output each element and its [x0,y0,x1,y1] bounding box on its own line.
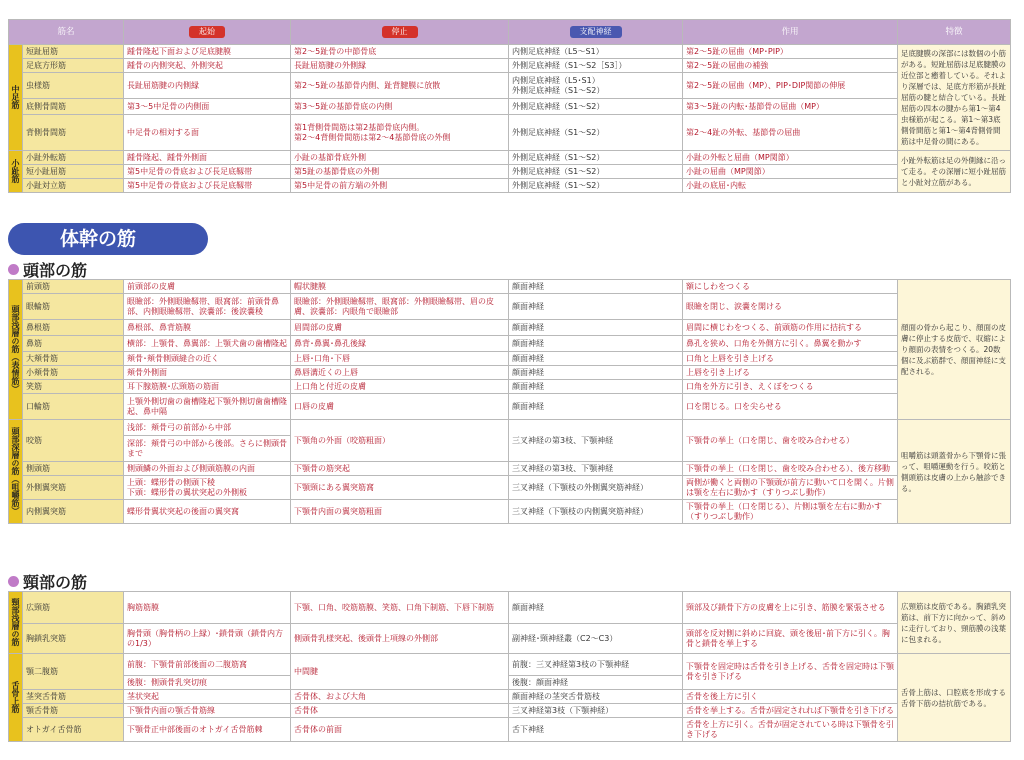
muscle-name: 小趾対立筋 [23,179,124,193]
nerve-cell: 顔面神経 [509,352,683,366]
nerve-cell: 顔面神経の茎突舌骨筋枝 [509,690,683,704]
origin-cell: 上顎外側切歯の歯槽隆起下顎外側切歯歯槽隆起、鼻中隔 [124,394,291,420]
feature-cell: 広頸筋は皮筋である。胸鎖乳突筋は、前下方に向かって、斜めに走行しており、頸筋膜の浅葉に包まれる。 [898,592,1011,654]
nerve-cell: 前腹：三叉神経第3枝の下顎神経 [509,654,683,676]
action-cell: 頭部を反対側に斜めに回旋、頭を後屈･前下方に引く。胸骨と鎖骨を挙上する [683,624,898,654]
section-title: 体幹の筋 [8,223,208,255]
table-row [9,320,1011,336]
muscle-name: 笑筋 [23,380,124,394]
action-cell: 頸部及び鎖骨下方の皮膚を上に引き、筋膜を緊張させる [683,592,898,624]
nerve-cell: 顔面神経 [509,320,683,336]
nerve-cell: 後腹：顔面神経 [509,676,683,690]
bullet-dot-icon [8,264,19,275]
insertion-cell: 第5中足骨の前方端の外側 [291,179,509,193]
head-title: 頭部の筋 [23,261,88,280]
muscle-name: 外側翼突筋 [23,476,124,500]
insertion-cell: 下顎、口角、咬筋筋膜、笑筋、口角下制筋、下唇下制筋 [291,592,509,624]
muscle-name: 咬筋 [23,420,124,462]
insertion-cell: 鼻唇溝近くの上唇 [291,366,509,380]
table-row [9,718,1011,742]
action-cell: 口角を外方に引き、えくぼをつくる [683,380,898,394]
muscle-name: 小頬骨筋 [23,366,124,380]
origin-cell: 第3〜5中足骨の内側面 [124,99,291,115]
action-cell: 下顎骨を固定時は舌骨を引き上げる、舌骨を固定時は下顎骨を引き下げる [683,654,898,690]
action-cell: 鼻孔を狭め、口角を外側方に引く。鼻翼を動かす [683,336,898,352]
muscle-name: 胸鎖乳突筋 [23,624,124,654]
insertion-cell: 第1背側骨間筋は第2基節骨底内側。 第2〜4背側骨間筋は第2〜4基節骨底の外側 [291,115,509,151]
origin-cell: 横部：上顎骨、鼻翼部：上顎犬歯の歯槽隆起 [124,336,291,352]
table-row [9,366,1011,380]
nerve-cell: 顔面神経 [509,280,683,294]
action-cell: 下顎骨の挙上（口を閉じる）、片側は顎を左右に動かす（すりつぶし動作） [683,500,898,524]
origin-cell: 茎状突起 [124,690,291,704]
feature-cell: 顔面の骨から起こり、顔面の皮膚に停止する皮筋で、収縮により顔面の表情をつくる。20数個に及ぶ筋群で、顔面神経に支配される。 [898,280,1011,420]
origin-cell: 踵骨の内側突起、外側突起 [124,59,291,73]
table-row [9,704,1011,718]
muscle-name: 鼻筋 [23,336,124,352]
table-row [9,73,1011,99]
origin-cell: 浅部：頬骨弓の前部から中部 [124,420,291,436]
origin-cell: 前頭部の皮膚 [124,280,291,294]
origin-cell: 鼻根部、鼻背筋膜 [124,320,291,336]
origin-cell: 第5中足骨の骨底および長足底靱帯 [124,179,291,193]
group-label: 舌骨上筋 [9,654,23,742]
head-muscle-table [8,279,1011,524]
origin-cell: 後腹：側頭骨乳突切痕 [124,676,291,690]
nerve-cell: 三叉神経の第3枝、下顎神経 [509,420,683,462]
insertion-cell: 下顎骨内面の翼突筋粗面 [291,500,509,524]
muscle-name: 大頬骨筋 [23,352,124,366]
table-row [9,394,1011,420]
origin-cell: 頬骨外側面 [124,366,291,380]
insertion-cell: 第3〜5趾の基節骨底の内側 [291,99,509,115]
origin-cell: 下顎骨正中部後面のオトガイ舌骨筋棘 [124,718,291,742]
nerve-pill: 支配神経 [570,26,622,38]
action-cell: 上唇を引き上げる [683,366,898,380]
insertion-cell: 舌骨体の前面 [291,718,509,742]
table-row [9,592,1011,624]
insertion-cell: 長趾屈筋腱の外側縁 [291,59,509,73]
table-row [9,336,1011,352]
muscle-name: 眼輪筋 [23,294,124,320]
insertion-cell: 舌骨体 [291,704,509,718]
action-cell: 第2〜5趾の屈曲の補強 [683,59,898,73]
table-row [9,500,1011,524]
action-cell: 舌骨を挙上する。舌骨が固定されれば下顎骨を引き下げる [683,704,898,718]
table-row [9,420,1011,436]
nerve-cell: 顔面神経 [509,336,683,352]
action-cell: 額にしわをつくる [683,280,898,294]
muscle-name: 虫様筋 [23,73,124,99]
insertion-cell: 上唇･口角･下唇 [291,352,509,366]
insertion-cell: 中間腱 [291,654,509,690]
action-cell: 口角と上唇を引き上げる [683,352,898,366]
insertion-cell: 下顎角の外面（咬筋粗面） [291,420,509,462]
action-cell: 小趾の屈曲（MP関節） [683,165,898,179]
group-label: 頭部深層の筋（咀嚼筋） [9,420,23,524]
nerve-cell: 顔面神経 [509,294,683,320]
origin-cell: 耳下腺筋膜･広頸筋の筋面 [124,380,291,394]
insertion-cell: 口唇の皮膚 [291,394,509,420]
nerve-cell: 外側足底神経（S1〜S2） [509,115,683,151]
action-cell: 第2〜5趾の屈曲（MP･PIP） [683,45,898,59]
table-row [9,59,1011,73]
nerve-cell: 舌下神経 [509,718,683,742]
insertion-cell: 第5趾の基節骨底の外側 [291,165,509,179]
insertion-cell: 眼瞼部：外側眼瞼靱帯、眼窩部：外側眼瞼靱帯、眉の皮膚、涙嚢部：内眼角で眼瞼部 [291,294,509,320]
nerve-cell: 外側足底神経（S1〜S2） [509,179,683,193]
insertion-cell: 第2〜5趾骨の中節骨底 [291,45,509,59]
header-origin [124,20,291,45]
table-row [9,280,1011,294]
table-row [9,99,1011,115]
action-cell: 下顎骨の挙上（口を閉じ、歯を咬み合わせる） [683,420,898,462]
origin-cell: 蝶形骨翼状突起の後面の翼突窩 [124,500,291,524]
action-cell: 下顎骨の挙上（口を閉じ、歯を咬み合わせる）、後方移動 [683,462,898,476]
action-cell: 両側が働くと両側の下顎頭が前方に動いて口を開く。片側は顎を左右に動かす（すりつぶし動作） [683,476,898,500]
origin-cell: 踵骨隆起下面および足底腱膜 [124,45,291,59]
table-row [9,179,1011,193]
group-label: 中足筋 [9,45,23,151]
table-row [9,115,1011,151]
muscle-name: 口輪筋 [23,394,124,420]
action-cell: 眉間に横じわをつくる、前頭筋の作用に拮抗する [683,320,898,336]
action-cell: 第2〜5趾の屈曲（MP）、PIP･DIP関節の伸展 [683,73,898,99]
origin-cell: 側頭鱗の外面および側頭筋膜の内面 [124,462,291,476]
muscle-name: 広頸筋 [23,592,124,624]
action-cell: 第3〜5趾の内転･基節骨の屈曲（MP） [683,99,898,115]
action-cell: 舌骨を上方に引く。舌骨が固定されている時は下顎骨を引き下げる [683,718,898,742]
insertion-cell: 小趾の基節骨底外側 [291,151,509,165]
neck-muscle-table [8,591,1011,742]
nerve-cell: 内側足底神経（L5･S1） 外側足底神経（S1〜S2） [509,73,683,99]
header-name: 筋名 [9,20,124,45]
nerve-cell: 三叉神経第3枝（下顎神経） [509,704,683,718]
table-row [9,624,1011,654]
group-label: 頸部浅層の筋 [9,592,23,654]
action-cell: 眼瞼を閉じ、涙嚢を開ける [683,294,898,320]
origin-cell: 長趾屈筋腱の内側縁 [124,73,291,99]
insertion-cell: 第2〜5趾の基節骨内側、趾背腱膜に放散 [291,73,509,99]
table-row [9,45,1011,59]
insertion-cell: 帽状腱膜 [291,280,509,294]
muscle-name: 側頭筋 [23,462,124,476]
nerve-cell: 副神経･頸神経叢（C2〜C3） [509,624,683,654]
table-row [9,294,1011,320]
action-cell: 第2〜4趾の外転、基節骨の屈曲 [683,115,898,151]
nerve-cell: 三叉神経（下顎枝の内側翼突筋神経） [509,500,683,524]
insertion-cell: 鼻背･鼻翼･鼻孔後縁 [291,336,509,352]
group-label: 小趾筋 [9,151,23,193]
origin-cell: 前腹：下顎骨前部後面の二腹筋窩 [124,654,291,676]
origin-cell: 頬骨･頬骨側頭縫合の近く [124,352,291,366]
origin-cell: 胸骨頭（胸骨柄の上縁）･鎖骨頭（鎖骨内方の1/3） [124,624,291,654]
nerve-cell: 顔面神経 [509,592,683,624]
feature-cell: 咀嚼筋は頭蓋骨から下顎骨に張って、咀嚼運動を行う。咬筋と側頭筋は皮膚の上から触診できる。 [898,420,1011,524]
table-row [9,352,1011,366]
nerve-cell: 顔面神経 [509,366,683,380]
table-row [9,462,1011,476]
origin-cell: 胸筋筋膜 [124,592,291,624]
neck-title: 頸部の筋 [23,573,88,592]
muscle-name: 顎舌骨筋 [23,704,124,718]
origin-cell: 上頭：蝶形骨の側頭下稜 下頭：蝶形骨の翼状突起の外側板 [124,476,291,500]
muscle-name: 底側骨間筋 [23,99,124,115]
table-row [9,380,1011,394]
muscle-name: 小趾外転筋 [23,151,124,165]
action-cell: 舌骨を後上方に引く [683,690,898,704]
insertion-cell: 下顎骨の筋突起 [291,462,509,476]
bullet-dot-icon [8,576,19,587]
action-cell: 小趾の外転と屈曲（MP関節） [683,151,898,165]
action-cell: 口を閉じる。口を尖らせる [683,394,898,420]
header-nerve [509,20,683,45]
nerve-cell: 三叉神経の第3枝、下顎神経 [509,462,683,476]
insertion-cell: 舌骨体、および大角 [291,690,509,704]
origin-cell: 下顎骨内面の顎舌骨筋線 [124,704,291,718]
table-header [9,20,1011,45]
muscle-name: 顎二腹筋 [23,654,124,690]
origin-pill: 起始 [189,26,225,38]
muscle-name: 背側骨間筋 [23,115,124,151]
insertion-cell: 側頭骨乳様突起、後頭骨上項線の外側部 [291,624,509,654]
nerve-cell: 顔面神経 [509,380,683,394]
table-row [9,151,1011,165]
muscle-name: 茎突舌骨筋 [23,690,124,704]
feature-cell: 小趾外転筋は足の外側縁に沿って走る。その深層に短小趾屈筋と小趾対立筋がある。 [898,151,1011,193]
muscle-name: 短趾屈筋 [23,45,124,59]
muscle-name: 短小趾屈筋 [23,165,124,179]
origin-cell: 中足骨の相対する面 [124,115,291,151]
nerve-cell: 顔面神経 [509,394,683,420]
nerve-cell: 外側足底神経（S1〜S2） [509,151,683,165]
table-row [9,690,1011,704]
group-label: 頭部浅層の筋（表情筋） [9,280,23,420]
origin-cell: 眼瞼部：外側眼瞼靱帯、眼窩部：前頭骨鼻部、内側眼瞼靱帯、涙嚢部：後涙嚢稜 [124,294,291,320]
muscle-name: 内側翼突筋 [23,500,124,524]
insertion-cell: 上口角と付近の皮膚 [291,380,509,394]
muscle-name: 鼻根筋 [23,320,124,336]
header-feature: 特徴 [898,20,1011,45]
origin-cell: 深部：頬骨弓の中部から後部。さらに側頭骨まで [124,436,291,462]
nerve-cell: 外側足底神経（S1〜S2） [509,165,683,179]
origin-cell: 第5中足骨の骨底および長足底靱帯 [124,165,291,179]
foot-muscle-table [8,19,1011,193]
origin-cell: 踵骨隆起、踵骨外側面 [124,151,291,165]
muscle-name: 前頭筋 [23,280,124,294]
feature-cell: 足底腱膜の深部には数個の小筋がある。短趾屈筋は足底腱膜の近位部と癒着している。それより深層では、足底方形筋が長趾屈筋の腱と結合している。長趾屈筋の四本の腱から第1〜第4虫様筋が起こる。第1〜第3底側骨間筋と第1〜第4背側骨間筋は中足骨の間にある。 [898,45,1011,151]
insertion-cell: 下顎頸にある翼突筋窩 [291,476,509,500]
muscle-name: オトガイ舌骨筋 [23,718,124,742]
header-insertion [291,20,509,45]
table-row [9,476,1011,500]
insertion-cell: 眉間部の皮膚 [291,320,509,336]
muscle-name: 足底方形筋 [23,59,124,73]
table-row [9,165,1011,179]
neck-section-heading [8,570,87,593]
table-row [9,654,1011,676]
nerve-cell: 内側足底神経（L5〜S1） [509,45,683,59]
insertion-pill: 停止 [382,26,418,38]
action-cell: 小趾の底屈･内転 [683,179,898,193]
nerve-cell: 外側足底神経（S1〜S2） [509,99,683,115]
head-section-heading [8,258,87,281]
feature-cell: 舌骨上筋は、口腔底を形成する舌骨下筋の拮抗筋である。 [898,654,1011,742]
nerve-cell: 外側足底神経（S1〜S2［S3］） [509,59,683,73]
header-action: 作用 [683,20,898,45]
nerve-cell: 三叉神経（下顎枝の外側翼突筋神経） [509,476,683,500]
